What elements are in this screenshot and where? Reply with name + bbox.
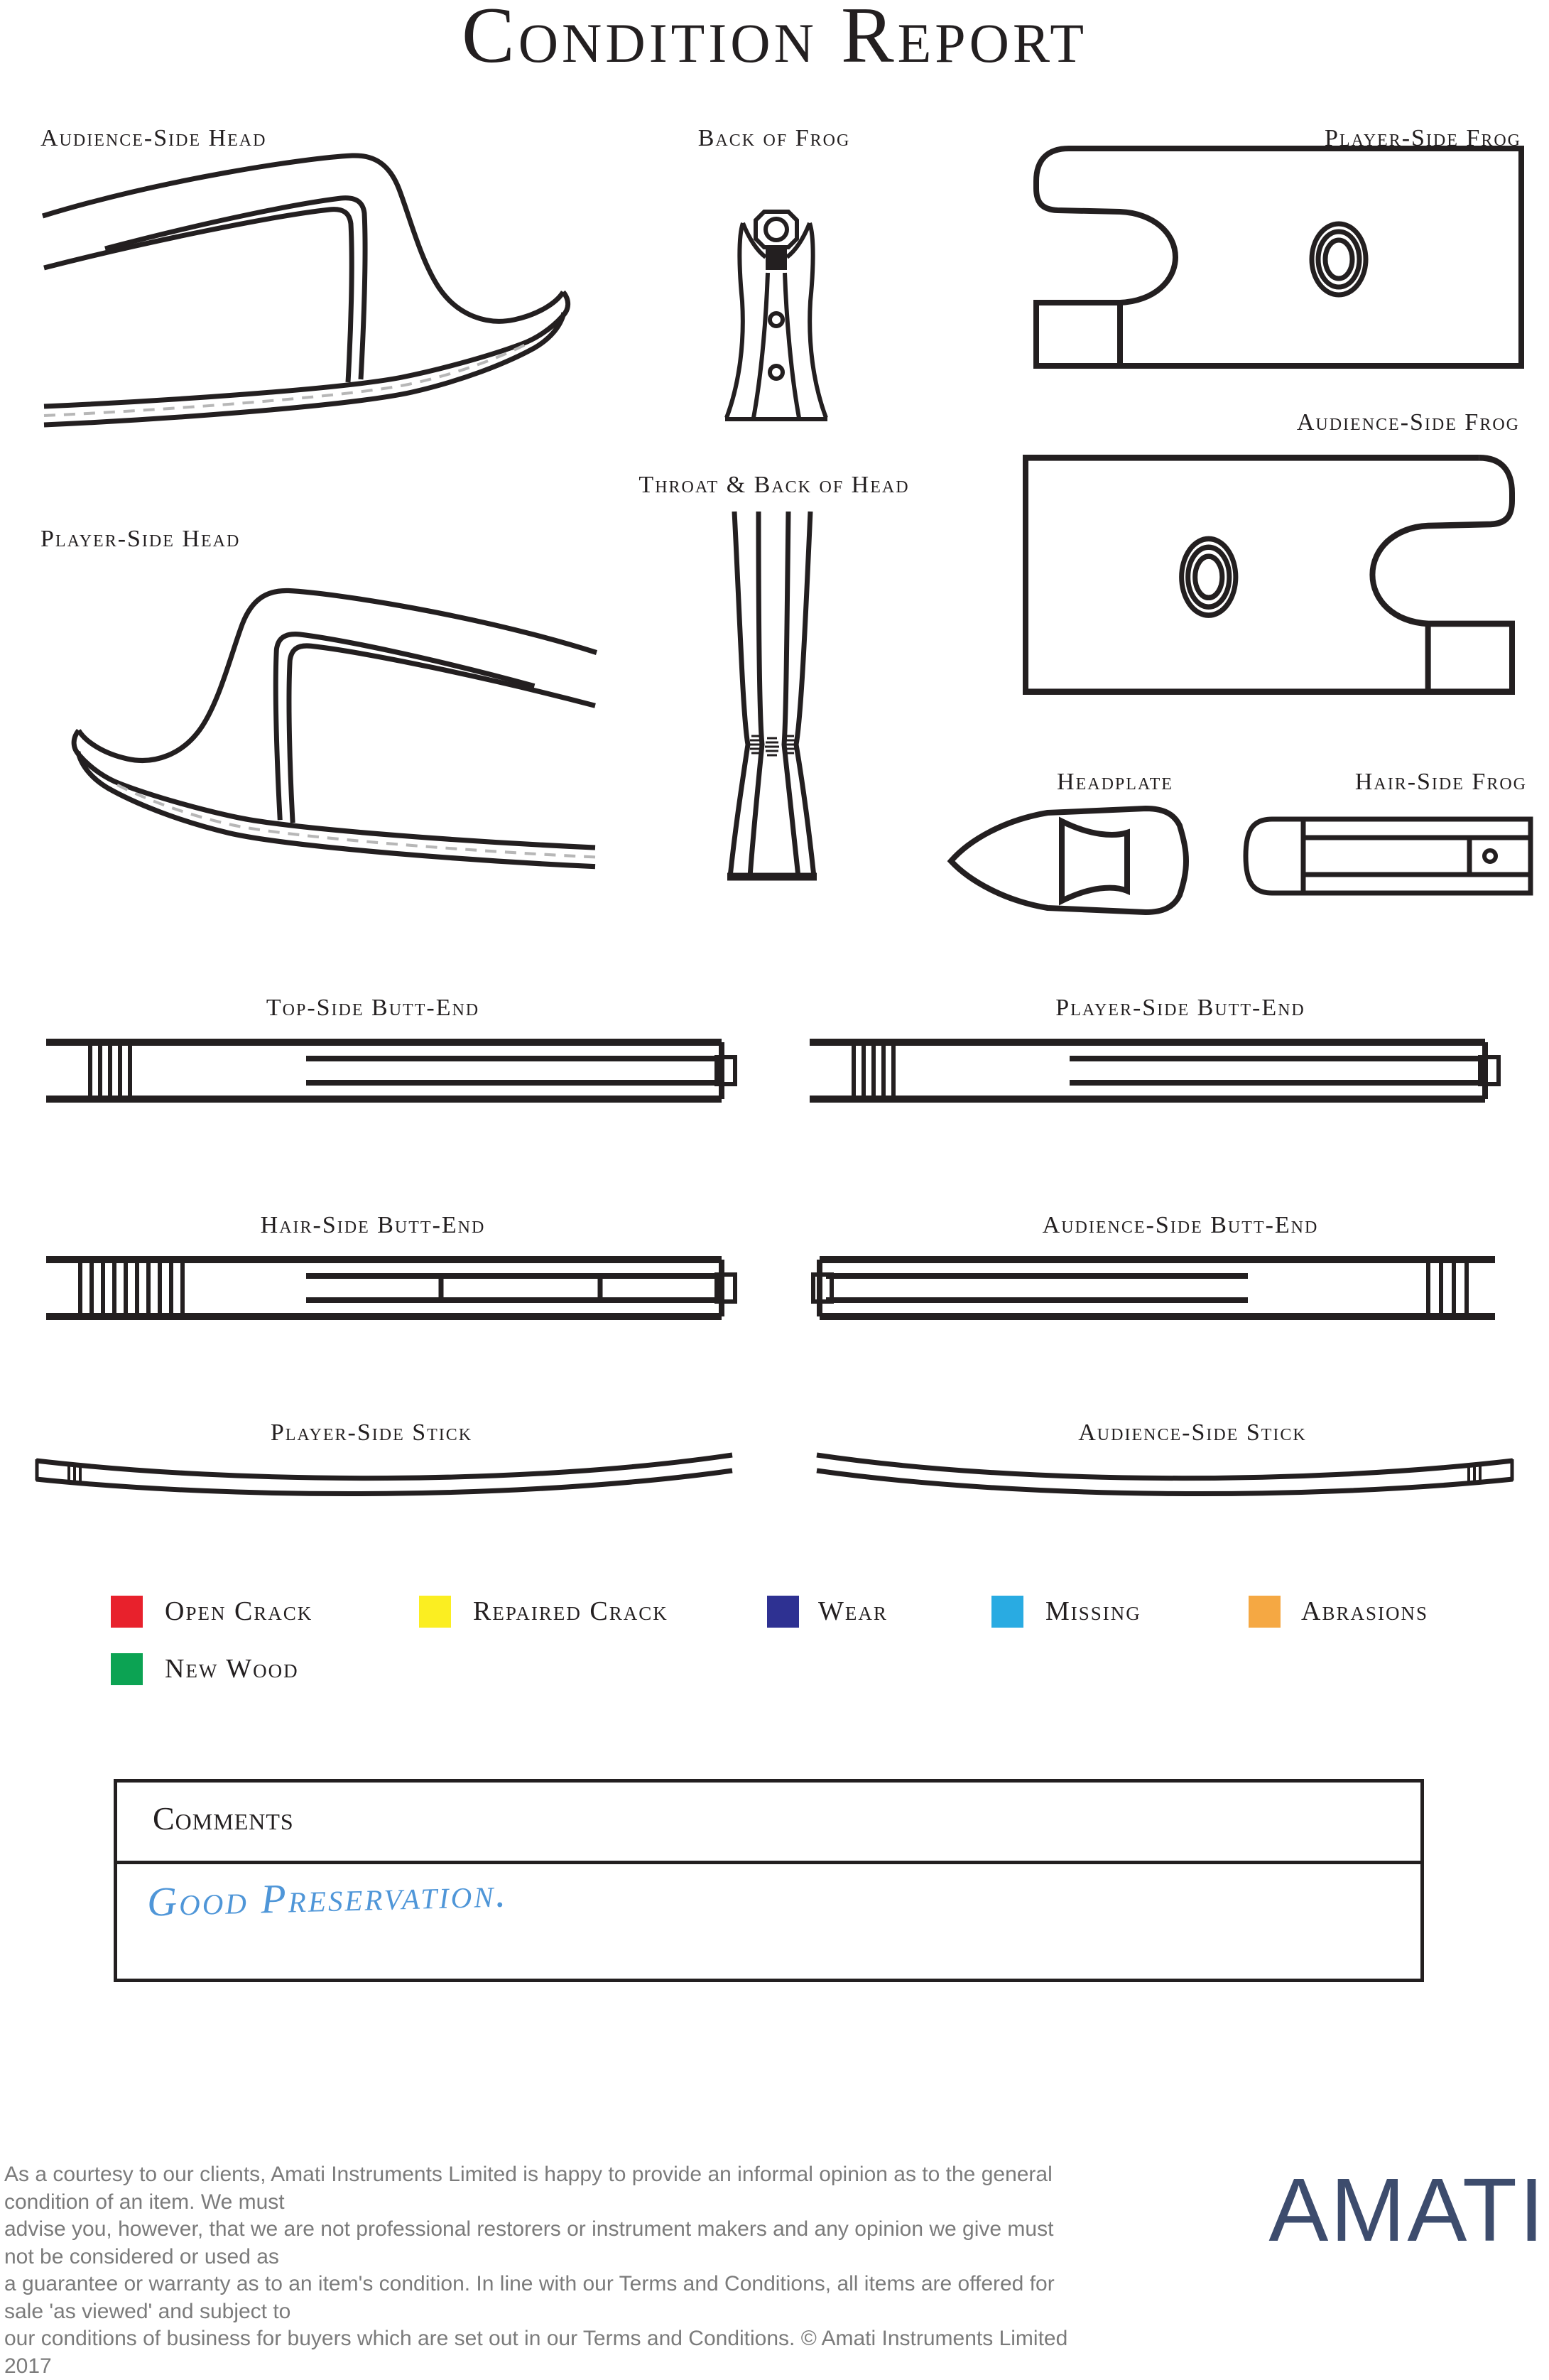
- disclaimer-text: [4, 2161, 1070, 2380]
- player-side-head-drawing: [38, 577, 597, 875]
- audience-side-head-drawing: [43, 142, 604, 433]
- legend-label-missing: Missing: [1045, 1596, 1141, 1626]
- comments-handwritten-note: Good Preservation.: [146, 1869, 509, 1925]
- hair-side-frog-drawing: [1242, 816, 1533, 896]
- legend-swatch-abrasions: [1249, 1596, 1281, 1628]
- legend-label-repaired-crack: Repaired Crack: [473, 1596, 668, 1626]
- label-hair-side-butt-end: Hair-Side Butt-End: [260, 1212, 486, 1238]
- headplate-drawing: [948, 804, 1193, 918]
- label-player-side-head: Player-Side Head: [40, 526, 241, 552]
- label-audience-side-stick: Audience-Side Stick: [1078, 1419, 1307, 1446]
- legend-swatch-new-wood: [111, 1653, 143, 1685]
- legend-label-open-crack: Open Crack: [165, 1596, 313, 1626]
- player-side-butt-end-drawing: [810, 1039, 1491, 1103]
- label-throat-back-of-head: Throat & Back of Head: [638, 472, 910, 498]
- throat-back-of-head-drawing: [726, 510, 818, 880]
- back-of-frog-drawing: [717, 207, 835, 438]
- legend-label-abrasions: Abrasions: [1301, 1596, 1428, 1626]
- comments-divider: [117, 1861, 1420, 1864]
- audience-side-frog-drawing: [1023, 455, 1515, 695]
- legend-swatch-wear: [767, 1596, 799, 1628]
- comments-title: Comments: [153, 1800, 294, 1837]
- disclaimer-line: As a courtesy to our clients, Amati Instruments Limited is happy to provide an informal opinion as to the general condition of an item. We must: [4, 2163, 1053, 2214]
- player-side-stick-drawing: [32, 1451, 735, 1493]
- label-player-side-frog: Player-Side Frog: [1325, 125, 1521, 151]
- disclaimer-line: a guarantee or warranty as to an item's condition. In line with our Terms and Conditions, all items are offered for sale 'as viewed' and subject to: [4, 2272, 1055, 2323]
- label-player-side-stick: Player-Side Stick: [270, 1419, 473, 1446]
- legend-swatch-open-crack: [111, 1596, 143, 1628]
- top-side-butt-end-drawing: [46, 1039, 728, 1103]
- disclaimer-line: advise you, however, that we are not professional restorers or instrument makers and any opinion we give must not be considered or used as: [4, 2217, 1054, 2268]
- disclaimer-line: our conditions of business for buyers which are set out in our Terms and Conditions. © Amati Instruments Limited 2017: [4, 2327, 1068, 2378]
- label-audience-side-frog: Audience-Side Frog: [1296, 409, 1520, 436]
- label-hair-side-frog: Hair-Side Frog: [1354, 769, 1527, 795]
- label-audience-side-butt-end: Audience-Side Butt-End: [1042, 1212, 1319, 1238]
- legend-label-new-wood: New Wood: [165, 1654, 299, 1684]
- audience-side-butt-end-drawing: [813, 1256, 1495, 1320]
- label-player-side-butt-end: Player-Side Butt-End: [1055, 995, 1305, 1021]
- page-title: Condition Report: [462, 0, 1087, 80]
- label-audience-side-head: Audience-Side Head: [40, 125, 267, 151]
- label-back-of-frog: Back of Frog: [697, 125, 851, 151]
- comments-box: [114, 1779, 1424, 1982]
- hair-side-butt-end-drawing: [46, 1256, 728, 1320]
- amati-logo: AMATI: [1268, 2160, 1546, 2260]
- legend-swatch-repaired-crack: [419, 1596, 451, 1628]
- legend-label-wear: Wear: [818, 1596, 888, 1626]
- audience-side-stick-drawing: [814, 1451, 1517, 1493]
- label-headplate: Headplate: [1057, 769, 1173, 795]
- legend-swatch-missing: [991, 1596, 1023, 1628]
- player-side-frog-drawing: [1033, 146, 1524, 369]
- label-top-side-butt-end: Top-Side Butt-End: [266, 995, 480, 1021]
